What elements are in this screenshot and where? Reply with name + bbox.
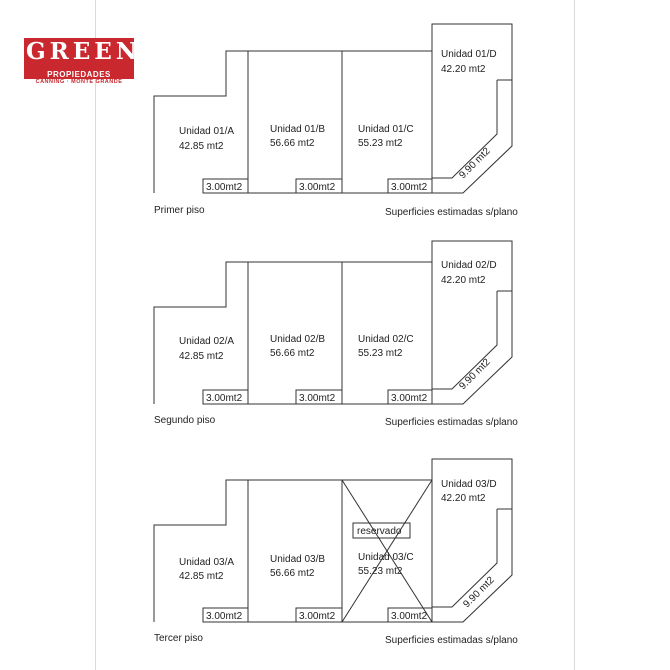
- unit-name: Unidad 01/B: [270, 124, 326, 135]
- unit-extra-area: 3.00mt2: [391, 611, 428, 622]
- floor-note: Superficies estimadas s/plano: [385, 635, 518, 646]
- unit-extra-area: 3.00mt2: [299, 393, 336, 404]
- unit-area: 42.85 mt2: [179, 351, 224, 362]
- unit-extra-area: 3.00mt2: [206, 182, 243, 193]
- unit-area: 42.85 mt2: [179, 141, 224, 152]
- unit-name: Unidad 03/A: [179, 557, 235, 568]
- balcony-area: 9.90 mt2: [457, 356, 493, 393]
- floor-note: Superficies estimadas s/plano: [385, 417, 518, 428]
- unit-name: Unidad 01/A: [179, 126, 235, 137]
- unit-area: 56.66 mt2: [270, 568, 315, 579]
- unit-extra-area: 3.00mt2: [206, 611, 243, 622]
- unit-extra-area: 3.00mt2: [206, 393, 243, 404]
- unit-name: Unidad 02/A: [179, 336, 235, 347]
- floor-name: Primer piso: [154, 205, 205, 216]
- unit-name: Unidad 01/D: [441, 49, 497, 60]
- unit-area: 42.85 mt2: [179, 571, 224, 582]
- unit-area: 42.20 mt2: [441, 64, 486, 75]
- unit-extra-area: 3.00mt2: [391, 182, 428, 193]
- reserved-label: reservado: [357, 526, 402, 537]
- unit-name: Unidad 03/C: [358, 552, 414, 563]
- logo-brand: GREEN: [26, 38, 141, 65]
- unit-name: Unidad 02/B: [270, 334, 326, 345]
- unit-area: 56.66 mt2: [270, 138, 315, 149]
- unit-name: Unidad 01/C: [358, 124, 414, 135]
- unit-area: 55.23 mt2: [358, 138, 403, 149]
- unit-area: 56.66 mt2: [270, 348, 315, 359]
- floor-name: Segundo piso: [154, 415, 216, 426]
- unit-area: 42.20 mt2: [441, 493, 486, 504]
- logo-subtitle: PROPIEDADES: [24, 70, 134, 79]
- unit-area: 42.20 mt2: [441, 275, 486, 286]
- unit-name: Unidad 02/D: [441, 260, 497, 271]
- unit-extra-area: 3.00mt2: [299, 182, 336, 193]
- unit-extra-area: 3.00mt2: [391, 393, 428, 404]
- floor-note: Superficies estimadas s/plano: [385, 207, 518, 218]
- unit-name: Unidad 02/C: [358, 334, 414, 345]
- unit-name: Unidad 03/B: [270, 554, 326, 565]
- unit-extra-area: 3.00mt2: [299, 611, 336, 622]
- balcony-area: 9.90 mt2: [461, 574, 497, 611]
- logo-cities: CANNING · MONTE GRANDE: [35, 79, 123, 85]
- floor-name: Tercer piso: [154, 633, 203, 644]
- unit-area: 55.23 mt2: [358, 348, 403, 359]
- unit-name: Unidad 03/D: [441, 479, 497, 490]
- balcony-area: 9.90 mt2: [457, 145, 493, 182]
- unit-area: 55.23 mt2: [358, 566, 403, 577]
